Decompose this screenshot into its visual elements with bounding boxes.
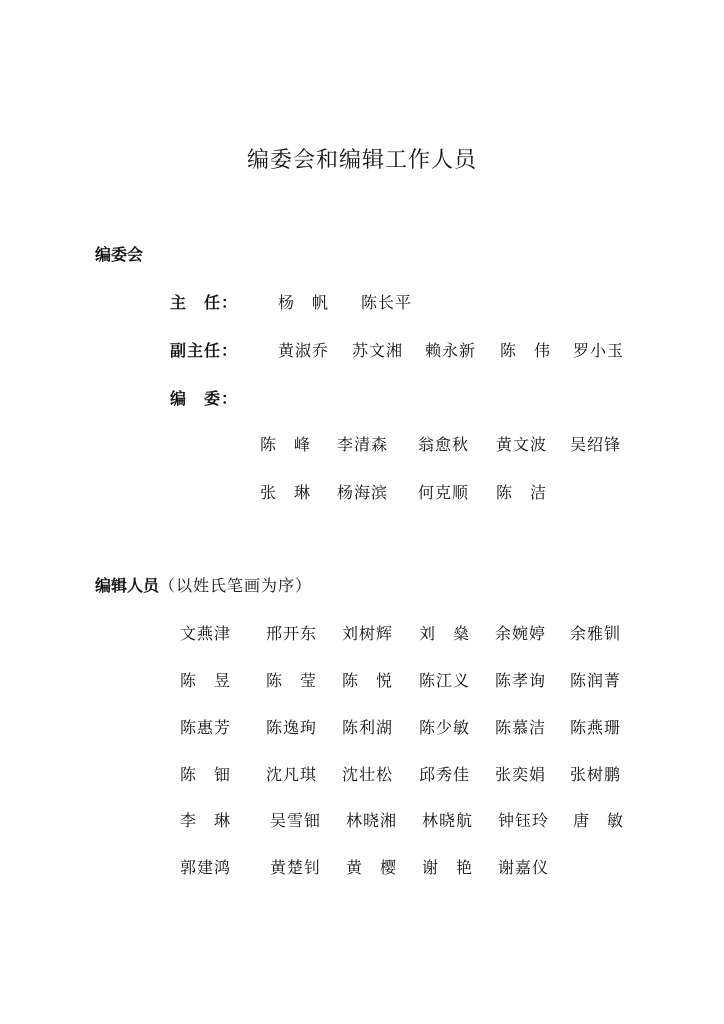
editor-name: 陈少敏 bbox=[419, 718, 471, 737]
section-heading-committee: 编委会 bbox=[95, 245, 144, 264]
deputy-label: 副主任： bbox=[170, 341, 239, 360]
editors-heading: 编辑人员 bbox=[95, 576, 160, 595]
editor-name: 邱秀佳 bbox=[419, 765, 471, 784]
deputy-name: 罗小玉 bbox=[573, 341, 625, 360]
director-name: 陈长平 bbox=[361, 293, 413, 312]
editor-name: 沈壮松 bbox=[342, 765, 394, 784]
member-name: 黄文波 bbox=[496, 435, 548, 454]
director-label: 主 任： bbox=[170, 293, 239, 312]
deputy-name: 赖永新 bbox=[425, 341, 477, 360]
editor-name: 谢嘉仪 bbox=[498, 858, 550, 877]
editor-name: 唐 敏 bbox=[573, 811, 625, 830]
editor-name: 陈利湖 bbox=[342, 718, 394, 737]
deputy-name: 苏文湘 bbox=[352, 341, 404, 360]
editor-name: 陈慕洁 bbox=[495, 718, 547, 737]
editor-name: 李 琳 bbox=[180, 811, 232, 830]
member-name: 陈 峰 bbox=[260, 435, 312, 454]
member-name: 陈 洁 bbox=[496, 483, 548, 502]
director-name: 杨 帆 bbox=[278, 293, 330, 312]
editor-name: 陈 悦 bbox=[342, 671, 394, 690]
editor-name: 陈 钿 bbox=[180, 765, 232, 784]
editor-name: 谢 艳 bbox=[422, 858, 474, 877]
editor-name: 陈润菁 bbox=[570, 671, 622, 690]
editor-name: 陈燕珊 bbox=[570, 718, 622, 737]
editor-name: 余雅钏 bbox=[570, 624, 622, 643]
editor-name: 郭建鸿 bbox=[180, 858, 232, 877]
editor-name: 林晓航 bbox=[422, 811, 474, 830]
member-name: 何克顺 bbox=[418, 483, 470, 502]
member-name: 杨海滨 bbox=[337, 483, 389, 502]
editor-name: 张树鹏 bbox=[570, 765, 622, 784]
editor-name: 张奕娟 bbox=[495, 765, 547, 784]
editor-name: 文燕津 bbox=[180, 624, 232, 643]
editor-name: 林晓湘 bbox=[346, 811, 398, 830]
editor-name: 钟钰玲 bbox=[498, 811, 550, 830]
member-name: 吴绍锋 bbox=[570, 435, 622, 454]
editor-name: 陈孝询 bbox=[495, 671, 547, 690]
member-name: 李清森 bbox=[337, 435, 389, 454]
editor-name: 刘树辉 bbox=[342, 624, 394, 643]
member-name: 翁愈秋 bbox=[418, 435, 470, 454]
editor-name: 沈凡琪 bbox=[266, 765, 318, 784]
editor-name: 邢开东 bbox=[266, 624, 318, 643]
editor-name: 陈 莹 bbox=[266, 671, 318, 690]
page-title: 编委会和编辑工作人员 bbox=[246, 148, 477, 173]
editor-name: 黄楚钊 bbox=[270, 858, 322, 877]
editor-name: 吴雪钿 bbox=[270, 811, 322, 830]
editors-note: （以姓氏笔画为序） bbox=[159, 576, 313, 595]
members-label: 编 委： bbox=[170, 389, 239, 408]
section-heading-editors bbox=[95, 573, 312, 596]
editor-name: 陈逸珣 bbox=[266, 718, 318, 737]
editor-name: 陈江义 bbox=[419, 671, 471, 690]
editor-name: 黄 樱 bbox=[346, 858, 398, 877]
deputy-name: 陈 伟 bbox=[500, 341, 552, 360]
deputy-name: 黄淑乔 bbox=[278, 341, 330, 360]
editor-name: 陈惠芳 bbox=[180, 718, 232, 737]
editor-name: 余婉婷 bbox=[495, 624, 547, 643]
editor-name: 刘 燊 bbox=[419, 624, 471, 643]
member-name: 张 琳 bbox=[260, 483, 312, 502]
editor-name: 陈 昱 bbox=[180, 671, 232, 690]
